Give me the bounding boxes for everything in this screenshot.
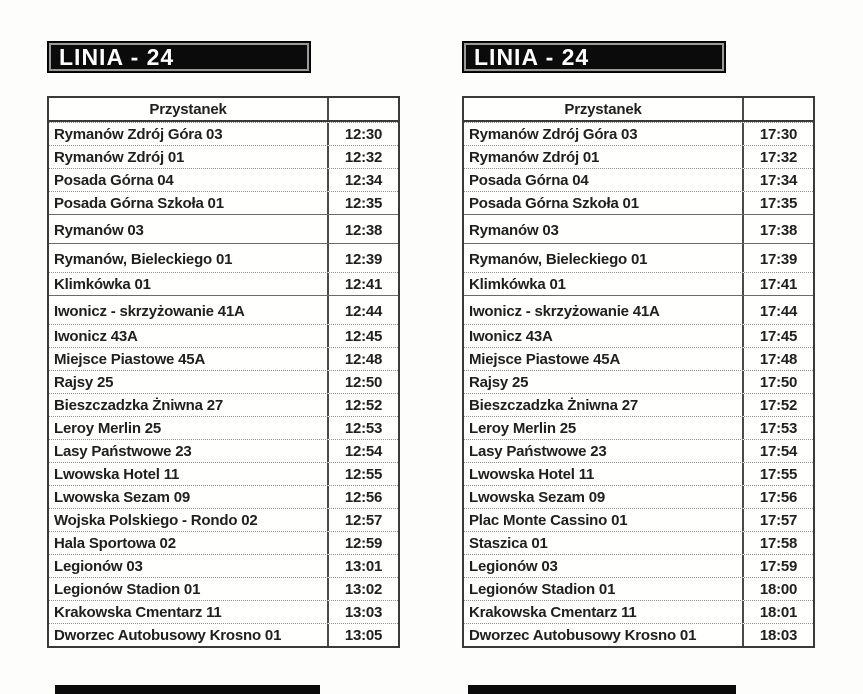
timetable-rows bbox=[464, 122, 813, 646]
stop-name: Dworzec Autobusowy Krosno 01 bbox=[464, 624, 744, 646]
timetable-row bbox=[49, 600, 398, 623]
stop-name: Posada Górna Szkoła 01 bbox=[49, 192, 329, 214]
timetable-row bbox=[464, 214, 813, 243]
timetable-column-right bbox=[462, 41, 815, 648]
time-column-header-empty bbox=[329, 98, 398, 120]
stop-name: Posada Górna 04 bbox=[464, 169, 744, 191]
departure-time: 12:41 bbox=[344, 275, 383, 293]
stop-name: Iwonicz - skrzyżowanie 41A bbox=[464, 296, 744, 324]
departure-time: 17:50 bbox=[759, 373, 798, 391]
stop-name: Rymanów 03 bbox=[49, 215, 329, 243]
stop-name: Rymanów, Bieleckiego 01 bbox=[49, 244, 329, 272]
timetable-row bbox=[464, 508, 813, 531]
departure-time: 17:54 bbox=[759, 442, 798, 460]
timetable-row bbox=[464, 531, 813, 554]
line-title: LINIA - 24 bbox=[474, 43, 590, 70]
stop-name: Iwonicz 43A bbox=[49, 325, 329, 347]
timetable-row bbox=[464, 600, 813, 623]
stop-name: Lwowska Sezam 09 bbox=[464, 486, 744, 508]
departure-time: 13:05 bbox=[344, 626, 383, 644]
timetable-row bbox=[49, 439, 398, 462]
stop-name: Lwowska Sezam 09 bbox=[49, 486, 329, 508]
stop-name: Lasy Państwowe 23 bbox=[49, 440, 329, 462]
stop-name: Plac Monte Cassino 01 bbox=[464, 509, 744, 531]
timetable-row bbox=[49, 485, 398, 508]
line-banner bbox=[462, 41, 726, 73]
stop-name: Rymanów Zdrój Góra 03 bbox=[49, 123, 329, 145]
next-section-banner-cutoff-left bbox=[55, 685, 320, 694]
timetable-row bbox=[49, 462, 398, 485]
departure-time: 12:52 bbox=[344, 396, 383, 414]
departure-time: 12:30 bbox=[344, 125, 383, 143]
timetable-row bbox=[464, 191, 813, 214]
timetable-row bbox=[464, 577, 813, 600]
timetable-row bbox=[49, 168, 398, 191]
line-title: LINIA - 24 bbox=[59, 43, 175, 70]
timetable-row bbox=[464, 462, 813, 485]
departure-time: 12:59 bbox=[344, 534, 383, 552]
timetable-header-row bbox=[464, 98, 813, 122]
timetable-row bbox=[49, 214, 398, 243]
departure-time: 17:48 bbox=[759, 350, 798, 368]
departure-time: 12:35 bbox=[344, 194, 383, 212]
departure-time: 18:01 bbox=[759, 603, 798, 621]
departure-time: 17:53 bbox=[759, 419, 798, 437]
timetable-row bbox=[49, 531, 398, 554]
timetable-row bbox=[49, 393, 398, 416]
timetable-row bbox=[464, 554, 813, 577]
departure-time: 12:57 bbox=[344, 511, 383, 529]
departure-time: 13:01 bbox=[344, 557, 383, 575]
departure-time: 17:39 bbox=[759, 250, 798, 268]
departure-time: 17:32 bbox=[759, 148, 798, 166]
departure-time: 18:00 bbox=[759, 580, 798, 598]
line-banner bbox=[47, 41, 311, 73]
stop-name: Klimkówka 01 bbox=[49, 273, 329, 295]
time-column-header-empty bbox=[744, 98, 813, 120]
stop-name: Leroy Merlin 25 bbox=[49, 417, 329, 439]
stop-name: Rymanów 03 bbox=[464, 215, 744, 243]
timetable-row bbox=[49, 324, 398, 347]
departure-time: 17:44 bbox=[759, 302, 798, 320]
timetable-row bbox=[464, 272, 813, 295]
stop-name: Posada Górna Szkoła 01 bbox=[464, 192, 744, 214]
timetable bbox=[47, 96, 400, 648]
stop-name: Rymanów Zdrój Góra 03 bbox=[464, 123, 744, 145]
departure-time: 12:53 bbox=[344, 419, 383, 437]
next-section-banner-cutoff-right bbox=[468, 685, 736, 694]
departure-time: 17:35 bbox=[759, 194, 798, 212]
departure-time: 12:39 bbox=[344, 250, 383, 268]
timetable-row bbox=[49, 577, 398, 600]
timetable-row bbox=[464, 485, 813, 508]
departure-time: 17:55 bbox=[759, 465, 798, 483]
timetable-row bbox=[464, 370, 813, 393]
stop-name: Lwowska Hotel 11 bbox=[464, 463, 744, 485]
departure-time: 12:45 bbox=[344, 327, 383, 345]
stop-name: Legionów 03 bbox=[49, 555, 329, 577]
departure-time: 12:50 bbox=[344, 373, 383, 391]
timetable-row bbox=[49, 508, 398, 531]
timetable-row bbox=[49, 272, 398, 295]
timetable-row bbox=[49, 347, 398, 370]
departure-time: 17:56 bbox=[759, 488, 798, 506]
timetable-row bbox=[464, 168, 813, 191]
stop-name: Bieszczadzka Żniwna 27 bbox=[464, 394, 744, 416]
stop-column-header: Przystanek bbox=[49, 98, 329, 120]
timetable-row bbox=[464, 416, 813, 439]
departure-time: 17:58 bbox=[759, 534, 798, 552]
departure-time: 17:59 bbox=[759, 557, 798, 575]
stop-name: Iwonicz 43A bbox=[464, 325, 744, 347]
stop-name: Rymanów Zdrój 01 bbox=[49, 146, 329, 168]
timetable-row bbox=[464, 393, 813, 416]
timetable-row bbox=[49, 370, 398, 393]
departure-time: 17:57 bbox=[759, 511, 798, 529]
departure-time: 17:34 bbox=[759, 171, 798, 189]
stop-name: Klimkówka 01 bbox=[464, 273, 744, 295]
stop-name: Leroy Merlin 25 bbox=[464, 417, 744, 439]
timetable-row bbox=[464, 347, 813, 370]
departure-time: 17:45 bbox=[759, 327, 798, 345]
stop-name: Hala Sportowa 02 bbox=[49, 532, 329, 554]
timetable-row bbox=[464, 122, 813, 145]
departure-time: 13:02 bbox=[344, 580, 383, 598]
timetable-row bbox=[49, 416, 398, 439]
departure-time: 12:48 bbox=[344, 350, 383, 368]
timetable-row bbox=[49, 554, 398, 577]
timetable-row bbox=[49, 122, 398, 145]
stop-name: Dworzec Autobusowy Krosno 01 bbox=[49, 624, 329, 646]
departure-time: 12:56 bbox=[344, 488, 383, 506]
stop-name: Legionów Stadion 01 bbox=[49, 578, 329, 600]
departure-time: 12:38 bbox=[344, 221, 383, 239]
stop-name: Rymanów, Bieleckiego 01 bbox=[464, 244, 744, 272]
timetable-row bbox=[464, 623, 813, 646]
stop-name: Miejsce Piastowe 45A bbox=[49, 348, 329, 370]
departure-time: 17:30 bbox=[759, 125, 798, 143]
timetable-row bbox=[49, 295, 398, 324]
timetable-header-row bbox=[49, 98, 398, 122]
stop-name: Miejsce Piastowe 45A bbox=[464, 348, 744, 370]
departure-time: 12:44 bbox=[344, 302, 383, 320]
stop-name: Rymanów Zdrój 01 bbox=[464, 146, 744, 168]
stop-name: Krakowska Cmentarz 11 bbox=[49, 601, 329, 623]
departure-time: 12:32 bbox=[344, 148, 383, 166]
stop-name: Posada Górna 04 bbox=[49, 169, 329, 191]
stop-name: Bieszczadzka Żniwna 27 bbox=[49, 394, 329, 416]
stop-name: Staszica 01 bbox=[464, 532, 744, 554]
departure-time: 12:54 bbox=[344, 442, 383, 460]
timetable-row bbox=[49, 243, 398, 272]
timetable bbox=[462, 96, 815, 648]
departure-time: 17:41 bbox=[759, 275, 798, 293]
stop-name: Rajsy 25 bbox=[49, 371, 329, 393]
timetable-column-left bbox=[47, 41, 400, 648]
timetable-row bbox=[464, 243, 813, 272]
departure-time: 17:38 bbox=[759, 221, 798, 239]
stop-name: Legionów 03 bbox=[464, 555, 744, 577]
departure-time: 12:34 bbox=[344, 171, 383, 189]
departure-time: 13:03 bbox=[344, 603, 383, 621]
departure-time: 12:55 bbox=[344, 465, 383, 483]
stop-column-header: Przystanek bbox=[464, 98, 744, 120]
stop-name: Rajsy 25 bbox=[464, 371, 744, 393]
departure-time: 18:03 bbox=[759, 626, 798, 644]
timetable-row bbox=[464, 295, 813, 324]
timetable-row bbox=[464, 324, 813, 347]
timetable-row bbox=[49, 191, 398, 214]
timetable-row bbox=[49, 623, 398, 646]
timetable-row bbox=[464, 145, 813, 168]
stop-name: Krakowska Cmentarz 11 bbox=[464, 601, 744, 623]
stop-name: Wojska Polskiego - Rondo 02 bbox=[49, 509, 329, 531]
timetable-row bbox=[49, 145, 398, 168]
stop-name: Iwonicz - skrzyżowanie 41A bbox=[49, 296, 329, 324]
stop-name: Legionów Stadion 01 bbox=[464, 578, 744, 600]
timetable-row bbox=[464, 439, 813, 462]
stop-name: Lasy Państwowe 23 bbox=[464, 440, 744, 462]
departure-time: 17:52 bbox=[759, 396, 798, 414]
timetable-rows bbox=[49, 122, 398, 646]
stop-name: Lwowska Hotel 11 bbox=[49, 463, 329, 485]
